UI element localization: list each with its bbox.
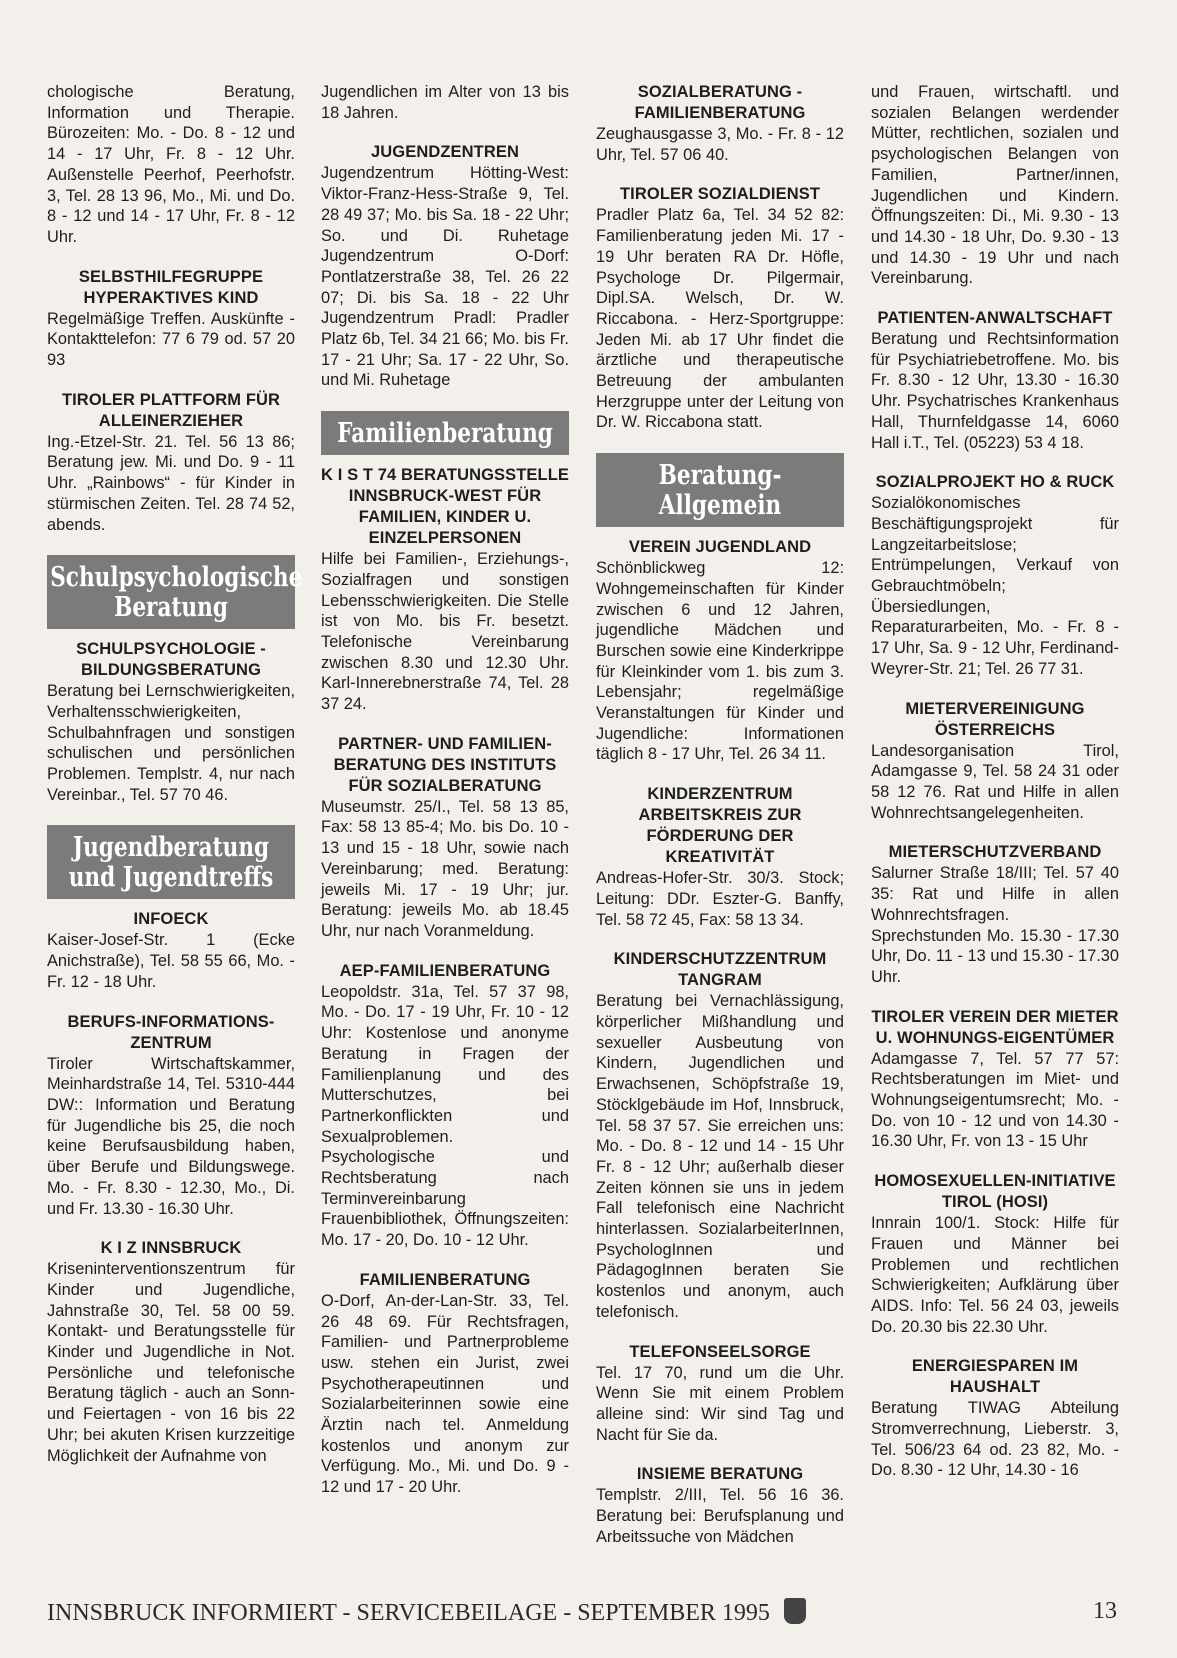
directory-entry bbox=[321, 465, 569, 715]
entry-text: Kriseninterventionszentrum für Kinder und Jugendliche, Jahnstraße 30, Tel. 58 00 59. Kontakt- und Beratungsstelle für Kinder und Jugendliche in Not. Persönliche und telefonische Beratung täglich - auch an Sonn- und Feiertagen - von 16 bis 22 Uhr; bei akuten Krisen kurzzeitige Möglichkeit der Aufnahme von bbox=[47, 1260, 295, 1465]
entry-title: PATIENTEN-ANWALTSCHAFT bbox=[877, 309, 1113, 328]
section-banner: Familienberatung bbox=[321, 411, 569, 455]
entry-title: SOZIALBERATUNG - FAMILIENBERATUNG bbox=[634, 83, 806, 122]
directory-entry bbox=[321, 961, 569, 1251]
entry-text: Leopoldstr. 31a, Tel. 57 37 98, Mo. - Do. 17 - 19 Uhr, Fr. 10 - 12 Uhr: Kostenlose und anonyme Beratung in Fragen der Familienplanung und des Mutterschutzes, bei Partnerkonflickten und Sexualproblemen. Psychologische und Rechtsberatung nach Terminvereinbarung Frauenbibliothek, Öffnungszeiten: Mo. 17 - 20, Do. 10 - 12 Uhr. bbox=[321, 982, 569, 1250]
entry-title: KINDERZENTRUM ARBEITSKREIS ZUR FÖRDERUNG DER KREATIVITÄT bbox=[638, 785, 802, 867]
directory-entry bbox=[596, 537, 844, 765]
footer-title: INNSBRUCK INFORMIERT - SERVICEBEILAGE - SEPTEMBER 1995 bbox=[47, 1600, 770, 1626]
directory-entry bbox=[871, 699, 1119, 824]
directory-entry bbox=[47, 909, 295, 992]
entry-text: chologische Beratung, Information und Therapie. Bürozeiten: Mo. - Do. 8 - 12 und 14 - 17 Uhr, Fr. 8 - 12 Uhr. Außenstelle Peerhof, Peerhofstr. 3, Tel. 28 13 96, Mo., Mi. und Do. 8 - 12 und 14 - 17 Uhr, Fr. 8 - 12 Uhr. bbox=[47, 83, 295, 246]
directory-entry bbox=[871, 308, 1119, 453]
entry-title: SOZIALPROJEKT HO & RUCK bbox=[875, 473, 1115, 492]
directory-entry bbox=[321, 142, 569, 391]
directory-entry bbox=[871, 842, 1119, 987]
entry-text: Kaiser-Josef-Str. 1 (Ecke Anichstraße), Tel. 58 55 66, Mo. - Fr. 12 - 18 Uhr. bbox=[47, 931, 295, 991]
directory-entry bbox=[596, 784, 844, 930]
directory-entry bbox=[321, 82, 569, 123]
entry-text: Ing.-Etzel-Str. 21. Tel. 56 13 86; Beratung jew. Mi. und Do. 9 - 11 Uhr. „Rainbows“ - für Kinder in stürmischen Zeiten. Tel. 28 74 52, abends. bbox=[47, 432, 295, 534]
section-banner: Schulpsychologische Beratung bbox=[47, 555, 295, 629]
entry-text: Innrain 100/1. Stock: Hilfe für Frauen und Männer bei Problemen und rechtlichen Schwierigkeiten; Aufklärung über AIDS. Info: Tel. 56 24 03, jeweils Do. 20.30 bis 22.30 Uhr. bbox=[871, 1214, 1119, 1336]
directory-entry bbox=[871, 472, 1119, 679]
entry-title: AEP-FAMILIENBERATUNG bbox=[339, 961, 551, 980]
entry-text: Schönblickweg 12: Wohngemeinschaften für Kinder zwischen 6 und 12 Jahren, jugendliche Mädchen und Burschen sowie eine Kinderkrippe für Kleinkinder vom 1. bis zum 3. Lebensjahr; regelmäßige Veranstaltungen für Kinder und Jugendliche: Informationen täglich 8 - 17 Uhr, Tel. 26 34 11. bbox=[596, 559, 844, 764]
entry-title: FAMILIENBERATUNG bbox=[359, 1270, 531, 1289]
section-banner: Jugendberatung und Jugendtreffs bbox=[47, 825, 295, 899]
section-banner: Beratung-Allgemein bbox=[596, 453, 844, 527]
entry-text: Landesorganisation Tirol, Adamgasse 9, Tel. 58 24 31 oder 58 12 76. Rat und Hilfe in allen Wohnrechtsangelegenheiten. bbox=[871, 741, 1119, 822]
entry-title: INFOECK bbox=[133, 910, 209, 929]
directory-entry bbox=[871, 1171, 1119, 1337]
directory-entry bbox=[871, 1356, 1119, 1481]
directory-entry bbox=[47, 267, 295, 371]
entry-title: SCHULPSYCHOLOGIE - BILDUNGSBERATUNG bbox=[76, 640, 266, 680]
entry-text: O-Dorf, An-der-Lan-Str. 33, Tel. 26 48 69. Für Rechtsfragen, Familien- und Partnerprobleme usw. stehen ein Jurist, zwei Psychotherapeutinnen und Sozialarbeiterinnen sowie eine Ärztin nach tel. Anmeldung kostenlos und anonym zur Verfügung. Mo., Mi. und Do. 9 - 12 und 17 - 20 Uhr. bbox=[321, 1291, 569, 1497]
entry-title: TIROLER SOZIALDIENST bbox=[620, 185, 820, 204]
entry-title: BERUFS-INFORMATIONS-ZENTRUM bbox=[67, 1012, 275, 1052]
page-number: 13 bbox=[1093, 1598, 1117, 1624]
directory-entry bbox=[596, 1342, 844, 1446]
entry-text: Beratung und Rechtsinformation für Psychiatriebetroffene. Mo. bis Fr. 8.30 - 12 Uhr, 13.30 - 16.30 Uhr. Psychatrisches Krankenhaus Hall, Thurnfeldgasse 14, 6060 Hall i.T., Tel. (05223) 53 4 18. bbox=[871, 330, 1119, 452]
entry-title: K I S T 74 BERATUNGSSTELLE INNSBRUCK-WEST FÜR FAMILIEN, KINDER U. EINZELPERSONEN bbox=[321, 466, 569, 548]
entry-title: INSIEME BERATUNG bbox=[636, 1465, 804, 1484]
entry-text: Andreas-Hofer-Str. 30/3. Stock; Leitung: DDr. Eszter-G. Banffy, Tel. 58 72 45, Fax: 58 13 34. bbox=[596, 869, 844, 929]
directory-entry bbox=[47, 390, 295, 536]
column-3 bbox=[596, 82, 844, 1566]
column-4 bbox=[871, 82, 1119, 1500]
directory-entry bbox=[596, 82, 844, 165]
entry-text: Zeughausgasse 3, Mo. - Fr. 8 - 12 Uhr, Tel. 57 06 40. bbox=[596, 125, 844, 164]
entry-text: Tel. 17 70, rund um die Uhr. Wenn Sie mit einem Problem alleine sind: Wir sind Tag und Nacht für Sie da. bbox=[596, 1363, 844, 1444]
entry-title: K I Z INNSBRUCK bbox=[100, 1239, 242, 1258]
entry-text: Museumstr. 25/I., Tel. 58 13 85, Fax: 58 13 85-4; Mo. bis Do. 10 - 13 und 15 - 18 Uhr, sowie nach Vereinbarung; med. Beratung: jeweils Mi. 17 - 19 Uhr; jur. Beratung: jeweils Mo. ab 18.45 Uhr, nur nach Voranmeldung. bbox=[321, 797, 569, 940]
directory-entry bbox=[596, 1464, 844, 1547]
directory-entry bbox=[47, 639, 295, 805]
entry-text: und Frauen, wirtschaftl. und sozialen Belangen werdender Mütter, rechtlichen, sozialen und psychologischen Belangen von Familien, Partner/innen, Jugendlichen und Kindern. Öffnungszeiten: Di., Mi. 9.30 - 13 und 14.30 - 18 Uhr, Do. 9.30 - 13 und 14.30 - 19 Uhr und nach Vereinbarung. bbox=[871, 83, 1119, 288]
entry-text: Beratung bei Vernachlässigung, körperlicher Mißhandlung und sexueller Ausbeutung von Kindern, Jugendlichen und Erwachsenen, Schöpfstraße 19, Stöcklgebäude im Hof, Innsbruck, Tel. 58 37 57. Sie erreichen uns: Mo. - Do. 8 - 12 und 14 - 15 Uhr Fr. 8 - 12 Uhr; außerhalb dieser Zeiten können sie uns in jedem Fall telefonisch eine Nachricht hinterlassen. SozialarbeiterInnen, PsychologInnen und PädagogInnen beraten Sie kostenlos und anonym, auch telefonisch. bbox=[596, 992, 844, 1321]
entry-text: Templstr. 2/III, Tel. 56 16 36. Beratung bei: Berufsplanung und Arbeitssuche von Mädchen bbox=[596, 1486, 844, 1546]
entry-text: Tiroler Wirtschaftskammer, Meinhardstraße 14, Tel. 5310-444 DW:: Information und Beratung für Jugendliche bis 25, die noch keine Berufsausbildung haben, über Berufe und Bildungswege. Mo. - Fr. 8.30 - 12.30, Mo., Di. und Fr. 13.30 - 16.30 Uhr. bbox=[47, 1054, 295, 1218]
directory-entry bbox=[321, 1270, 569, 1498]
directory-entry bbox=[871, 1007, 1119, 1153]
entry-text: Jugendzentrum Hötting-West: Viktor-Franz-Hess-Straße 9, Tel. 28 49 37; Mo. bis Sa. 18 - 22 Uhr; So. und Di. Ruhetage Jugendzentrum O-Dorf: Pontlatzerstraße 38, Tel. 26 22 07; Di. bis Sa. 18 - 22 Uhr Jugendzentrum Pradl: Pradler Platz 6b, Tel. 34 21 66; Mo. bis Fr. 17 - 21 Uhr; Sa. 17 - 22 Uhr, So. und Mi. Ruhetage bbox=[321, 164, 569, 390]
entry-title: PARTNER- UND FAMILIEN-BERATUNG DES INSTITUTS FÜR SOZIALBERATUNG bbox=[333, 734, 557, 795]
entry-text: Hilfe bei Familien-, Erziehungs-, Sozialfragen und sonstigen Lebensschwierigkeiten. Die Stelle ist von Mo. bis Fr. besetzt. Telefonische Vereinbarung zwischen 8.30 und 12.30 Uhr. Karl-Innerebnerstraße 74, Tel. 28 37 24. bbox=[321, 550, 569, 714]
entry-text: Regelmäßige Treffen. Auskünfte - Kontakttelefon: 77 6 79 od. 57 20 93 bbox=[47, 309, 295, 370]
directory-entry bbox=[596, 184, 844, 433]
entry-title: TIROLER VEREIN DER MIETER U. WOHNUNGS-EIGENTÜMER bbox=[871, 1007, 1119, 1047]
directory-entry bbox=[321, 734, 569, 942]
directory-entry bbox=[47, 1238, 295, 1466]
column-2 bbox=[321, 82, 569, 1517]
entry-title: TIROLER PLATTFORM FÜR ALLEINERZIEHER bbox=[61, 390, 281, 430]
directory-entry bbox=[871, 82, 1119, 289]
entry-title: VEREIN JUGENDLAND bbox=[628, 538, 812, 557]
directory-entry bbox=[596, 949, 844, 1322]
directory-entry bbox=[47, 82, 295, 248]
entry-title: HOMOSEXUELLEN-INITIATIVE TIROL (HOSI) bbox=[874, 1172, 1116, 1212]
entry-title: JUGENDZENTREN bbox=[371, 143, 519, 162]
entry-text: Beratung bei Lernschwierigkeiten, Verhaltensschwierigkeiten, Schulbahnfragen und sonstigen schulischen und persönlichen Problemen. Templstr. 4, nur nach Vereinbar., Tel. 57 70 46. bbox=[47, 682, 295, 804]
city-crest-icon bbox=[784, 1598, 806, 1624]
column-1 bbox=[47, 82, 303, 1485]
entry-text: Beratung TIWAG Abteilung Stromverrechnung, Lieberstr. 3, Tel. 506/23 64 od. 23 82, Mo. - Do. 8.30 - 12 Uhr, 14.30 - 16 bbox=[871, 1399, 1119, 1480]
directory-entry bbox=[47, 1012, 295, 1220]
entry-title: ENERGIESPAREN IM HAUSHALT bbox=[911, 1357, 1079, 1397]
entry-text: Adamgasse 7, Tel. 57 77 57: Rechtsberatungen im Miet- und Wohnungseigentumsrecht; Mo. - Do. von 10 - 12 und von 14.30 - 16.30 Uhr, Fr. von 13 - 15 Uhr bbox=[871, 1049, 1119, 1151]
entry-text: Pradler Platz 6a, Tel. 34 52 82: Familienberatung jeden Mi. 17 - 19 Uhr beraten RA Dr. Höfle, Psychologe Dr. Pilgermair, Dipl.SA. Welsch, Dr. W. Riccabona. - Herz-Sportgruppe: Jeden Mi. ab 17 Uhr findet die ärztliche und therapeutische Betreuung der ambulanten Herzgruppe unter der Leitung von Dr. W. Riccabona statt. bbox=[596, 206, 844, 432]
entry-title: MIETERSCHUTZVERBAND bbox=[888, 843, 1102, 862]
entry-title: TELEFONSEELSORGE bbox=[629, 1342, 811, 1361]
entry-text: Jugendlichen im Alter von 13 bis 18 Jahren. bbox=[321, 83, 569, 122]
entry-title: SELBSTHILFEGRUPPE HYPERAKTIVES KIND bbox=[78, 267, 264, 307]
entry-text: Sozialökonomisches Beschäftigungsprojekt für Langzeitarbeitslose; Entrümpelungen, Verkauf von Gebrauchtmöbeln; Übersiedlungen, Reparaturarbeiten, Mo. - Fr. 8 - 17 Uhr, Sa. 9 - 12 Uhr, Ferdinand-Weyrer-Str. 21; Tel. 26 77 31. bbox=[871, 494, 1119, 678]
page-footer bbox=[47, 1598, 1117, 1627]
entry-title: MIETERVEREINIGUNG ÖSTERREICHS bbox=[905, 699, 1085, 739]
entry-text: Salurner Straße 18/III; Tel. 57 40 35: Rat und Hilfe in allen Wohnrechtsfragen. Sprechstunden Mo. 15.30 - 17.30 Uhr, Do. 11 - 13 und 15.30 - 17.30 Uhr. bbox=[871, 864, 1119, 986]
entry-title: KINDERSCHUTZZENTRUM TANGRAM bbox=[613, 950, 827, 990]
